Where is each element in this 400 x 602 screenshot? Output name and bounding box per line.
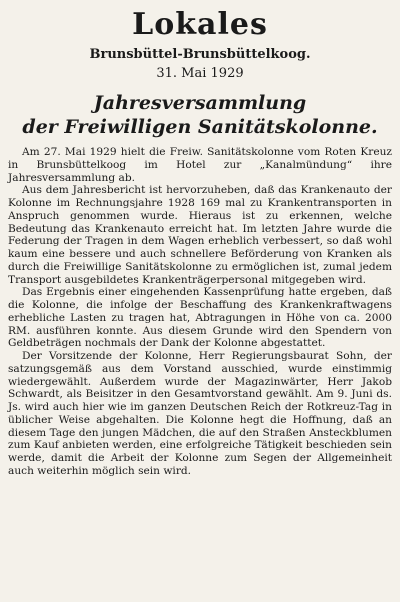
article-paragraph-1: Am 27. Mai 1929 hielt die Freiw. Sanitätskolonne vom Roten Kreuz in Brunsbüttelkoog im Hotel zur „Kanalmündung“ ihre Jahresversammlung ab. bbox=[8, 146, 392, 184]
article-body bbox=[8, 146, 392, 478]
headline-line-1: Jahresversammlung bbox=[93, 92, 307, 114]
article-paragraph-3: Das Ergebnis einer eingehenden Kassenprüfung hatte ergeben, daß die Kolonne, die infolge der Beschaffung des Krankenkraftwagens erhebliche Lasten zu tragen hat, Abtragungen in Höhe von ca. 2000 RM. ausführen konnte. Aus diesem Grunde wird den Spendern von Geldbeträgen nochmals der Dank der Kolonne abgestattet. bbox=[8, 286, 392, 350]
article-paragraph-2: Aus dem Jahresbericht ist hervorzuheben, daß das Krankenauto der Kolonne im Rechnungsjahre 1928 169 mal zu Krankentransporten in Anspruch genommen wurde. Hieraus ist zu erkennen, welche Bedeutung das Krankenauto erreicht hat. Im letzten Jahre wurde die Federung der Tragen in dem Wagen erheblich verbessert, so daß wohl kaum eine bessere und auch schnellere Beförderung von Kranken als durch die Freiwillige Sanitätskolonne zu ermöglichen ist, zumal jedem Transport ausgebildetes Krankenträgerpersonal mitgegeben wird. bbox=[8, 184, 392, 286]
section-title: Lokales bbox=[132, 7, 268, 42]
headline-line-2: der Freiwilligen Sanitätskolonne. bbox=[22, 116, 378, 138]
article-paragraph-4: Der Vorsitzende der Kolonne, Herr Regierungsbaurat Sohn, der satzungsgemäß aus dem Vorstand ausschied, wurde einstimmig wiedergewählt. Außerdem wurde der Magazinwärter, Herr Jakob Schwardt, als Beisitzer in den Gesamtvorstand gewählt. Am 9. Juni ds. Js. wird auch hier wie im ganzen Deutschen Reich der Rotkreuz-Tag in üblicher Weise abgehalten. Die Kolonne hegt die Hoffnung, daß an diesem Tage den jungen Mädchen, die auf den Straßen Ansteckblumen zum Kauf anbieten werden, eine erfolgreiche Tätigkeit beschieden sein werde, damit die Arbeit der Kolonne zum Segen der Allgemeinheit auch weiterhin möglich sein wird. bbox=[8, 350, 392, 477]
dateline: 31. Mai 1929 bbox=[156, 66, 244, 81]
location-line: Brunsbüttel-Brunsbüttelkoog. bbox=[89, 47, 311, 62]
